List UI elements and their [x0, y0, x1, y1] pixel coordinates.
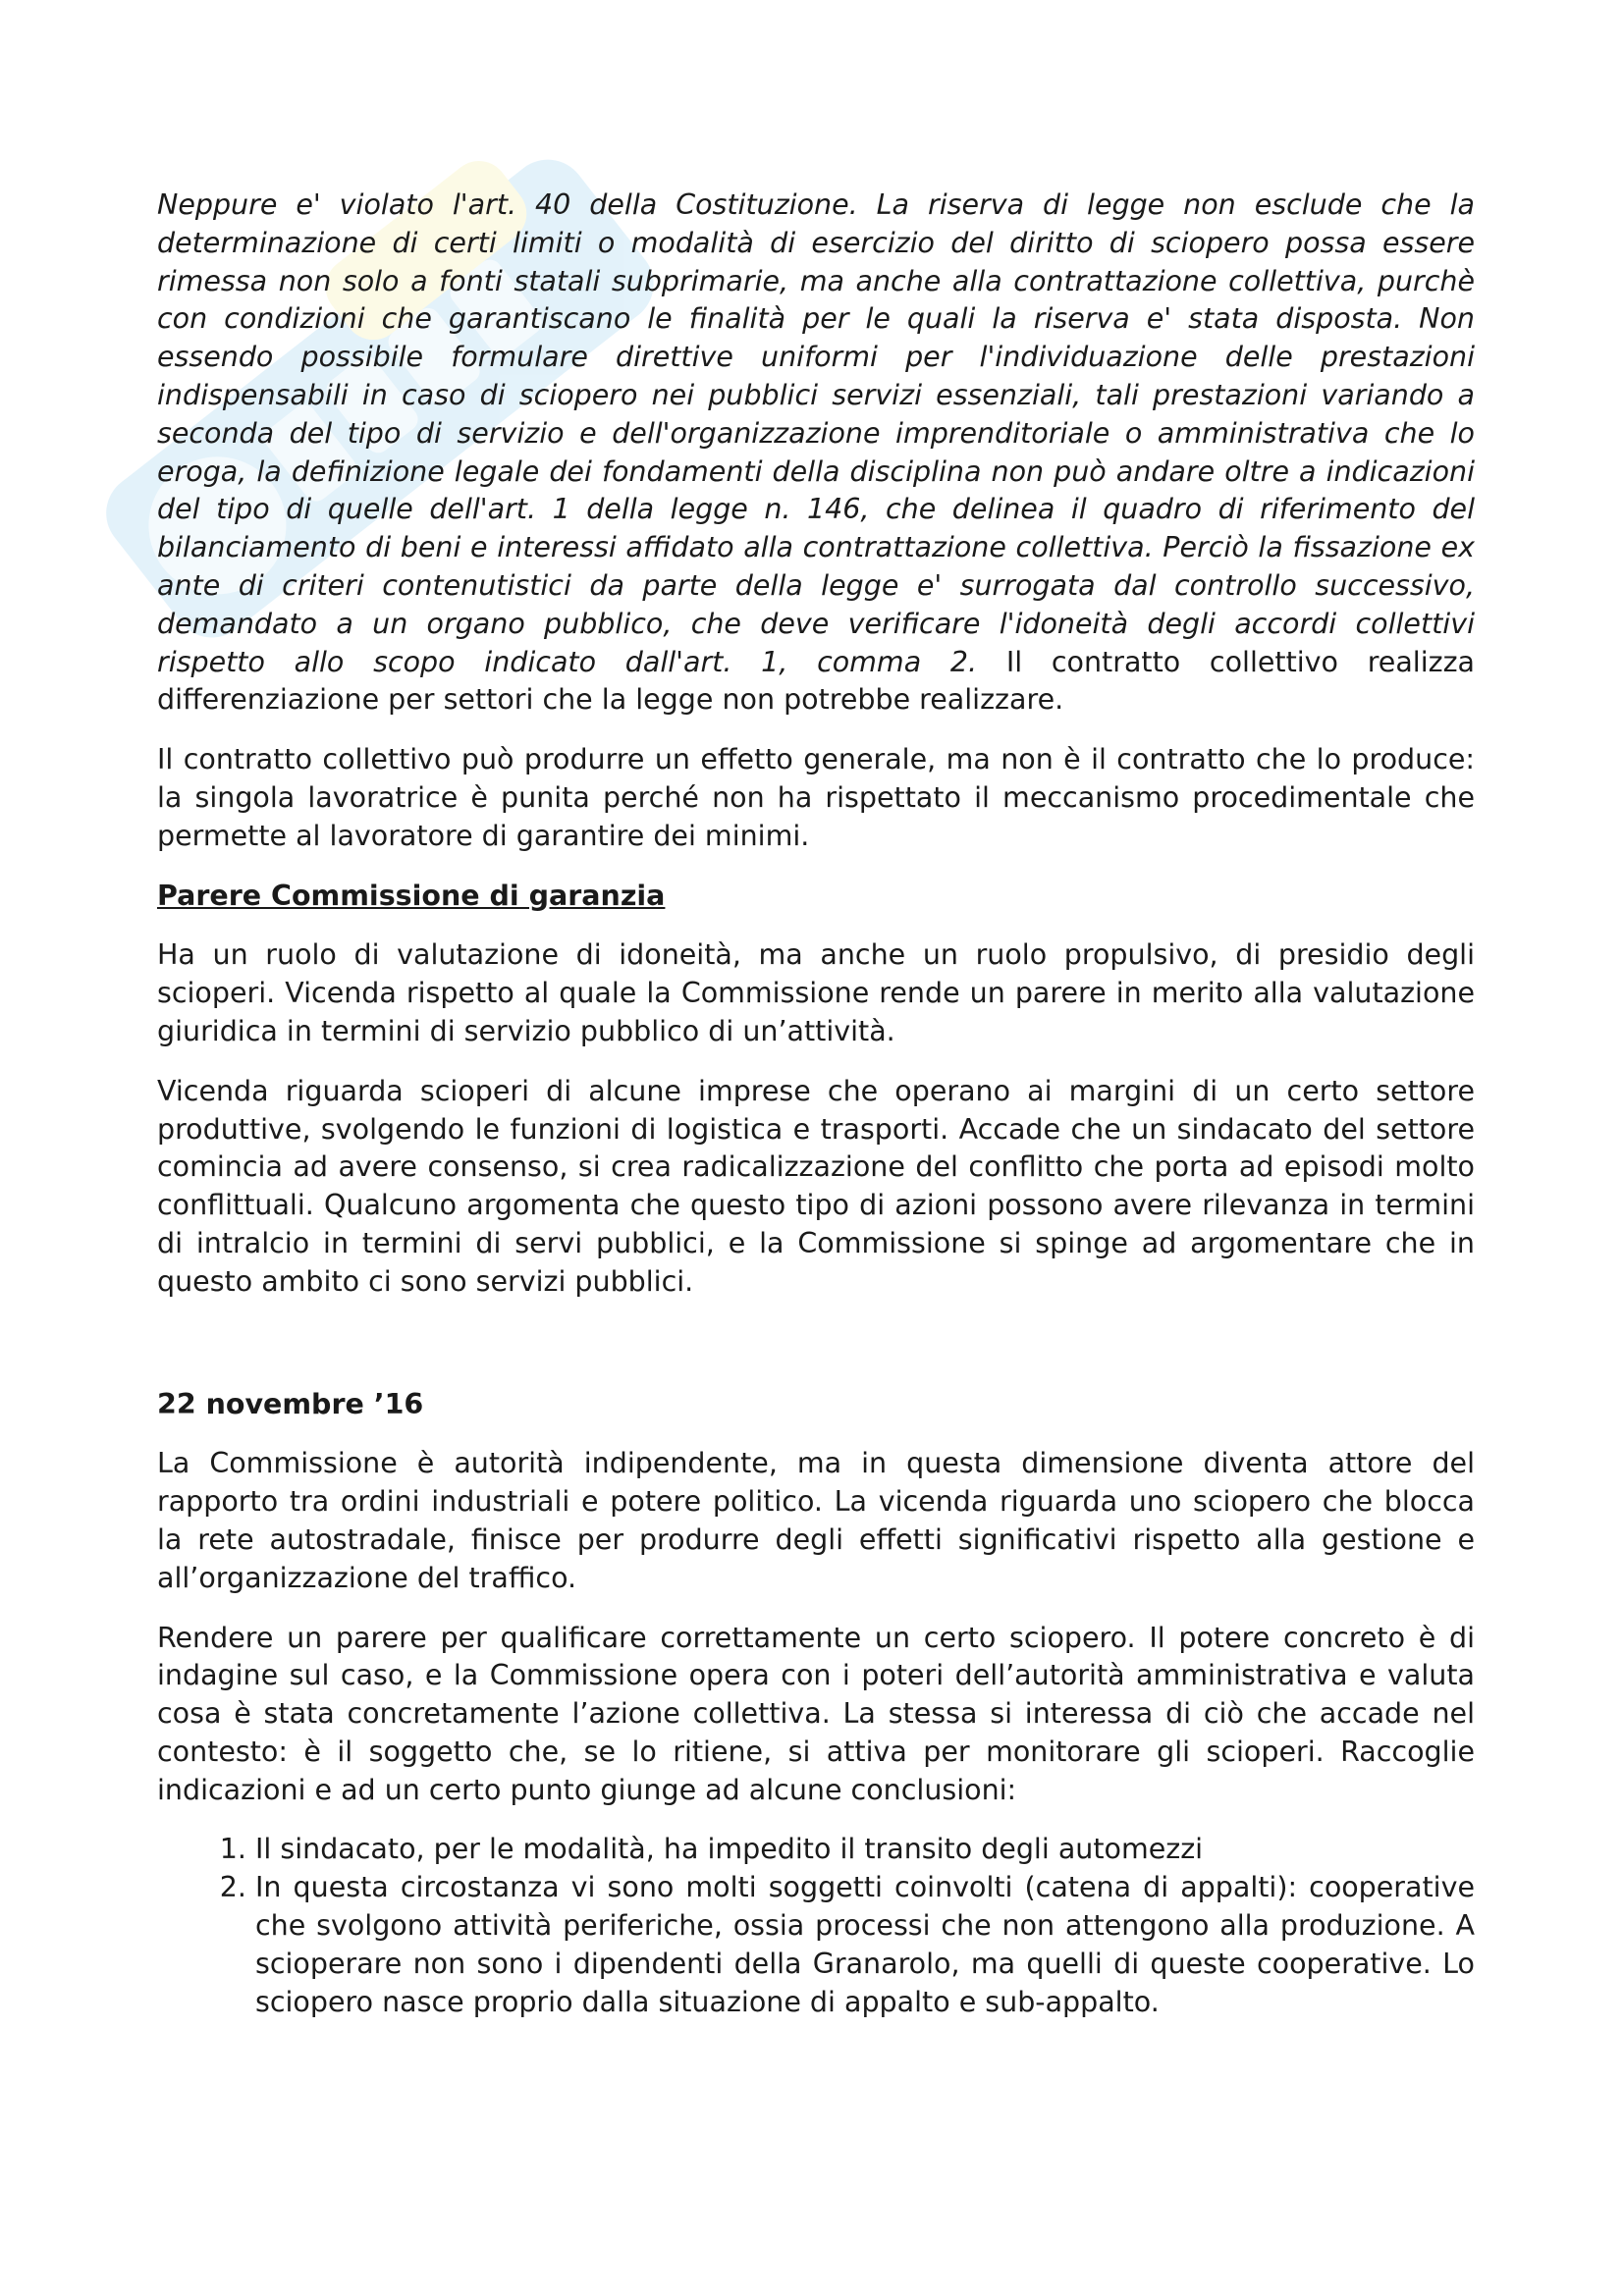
section-heading: Parere Commissione di garanzia	[157, 879, 666, 912]
list-item: 2. In questa circostanza vi sono molti soggetti coinvolti (catena di appalti): cooperative che svolgono attività periferiche, ossia processi che non attengono alla produzione. A scioperare non sono i dipendenti della Granarolo, ma quelli di queste cooperative. Lo sciopero nasce proprio dalla situazione di appalto e sub-appalto.	[255, 1869, 1475, 2021]
list-item: 1. Il sindacato, per le modalità, ha impedito il transito degli automezzi	[255, 1831, 1475, 1869]
paragraph-intro-tail: Il contratto collettivo realizza differenziazione per settori che la legge non potrebbe realizzare.	[157, 645, 1476, 717]
document-page	[157, 187, 1475, 2021]
paragraph-case: Vicenda riguarda scioperi di alcune imprese che operano ai margini di un certo settore produttive, svolgendo le funzioni di logistica e trasporti. Accade che un sindacato del settore comincia ad avere consenso, si crea radicalizzazione del conflitto che porta ad episodi molto conflittuali. Qualcuno argomenta che questo tipo di azioni possono avere rilevanza in termini di intralcio in termini di servi pubblici, e la Commissione si spinge ad argomentare che in questo ambito ci sono servizi pubblici.	[157, 1074, 1475, 1298]
paragraph-opinion: Rendere un parere per qualificare correttamente un certo sciopero. Il potere concreto è di indagine sul caso, e la Commissione opera con i poteri dell’autorità amministrativa e valuta cosa è stata concretamente l’azione collettiva. La stessa si interessa di ciò che accade nel contesto: è il soggetto che, se lo ritiene, si attiva per monitorare gli scioperi. Raccoglie indicazioni e ad un certo punto giunge ad alcune conclusioni:	[157, 1621, 1475, 1806]
paragraph-role: Ha un ruolo di valutazione di idoneità, ma anche un ruolo propulsivo, di presidio degli scioperi. Vicenda rispetto al quale la Commissione rende un parere in merito alla valutazione giuridica in termini di servizio pubblico di un’attività.	[157, 938, 1475, 1047]
italic-quote: Neppure e' violato l'art. 40 della Costituzione. La riserva di legge non esclude che la determinazione di certi limiti o modalità di esercizio del diritto di sciopero possa essere rimessa non solo a fonti statali subprimarie, ma anche alla contrattazione collettiva, purchè con condizioni che garantiscano le finalità per le quali la riserva e' stata disposta. Non essendo possibile formulare direttive uniformi per l'individuazione delle prestazioni indispensabili in caso di sciopero nei pubblici servizi essenziali, tali prestazioni variando a seconda del tipo di servizio e dell'organizzazione imprenditoriale o amministrativa che lo eroga, la definizione legale dei fondamenti della disciplina non può andare oltre a indicazioni del tipo di quelle dell'art. 1 della legge n. 146, che delinea il quadro di riferimento del bilanciamento di beni e interessi affidato alla contrattazione collettiva. Perciò la fissazione ex ante di criteri contenutistici da parte della legge e' surrogata dal controllo successivo, demandato a un organo pubblico, che deve verificare l'idoneità degli accordi collettivi rispetto allo scopo indicato dall'art. 1, comma 2.	[157, 188, 1475, 678]
lecture-date: 22 novembre ’16	[157, 1387, 424, 1420]
conclusions-list	[157, 1831, 1475, 2021]
paragraph-effect: Il contratto collettivo può produrre un effetto generale, ma non è il contratto che lo produce: la singola lavoratrice è punita perché non ha rispettato il meccanismo procedimentale che permette al lavoratore di garantire dei minimi.	[157, 743, 1475, 852]
paragraph-authority: La Commissione è autorità indipendente, ma in questa dimensione diventa attore del rapporto tra ordini industriali e potere politico. La vicenda riguarda uno sciopero che blocca la rete autostradale, finisce per produrre degli effetti significativi rispetto alla gestione e all’organizzazione del traffico.	[157, 1447, 1475, 1594]
paragraph-intro	[157, 187, 1475, 720]
